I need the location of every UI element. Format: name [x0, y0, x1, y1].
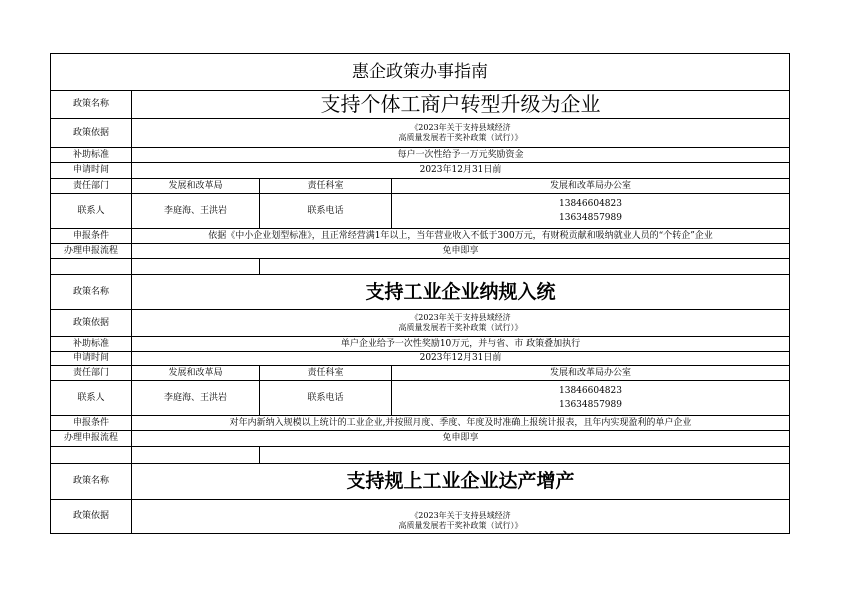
policy-name-label: 政策名称 [72, 99, 109, 109]
dept-value: 发展和改革局 [168, 367, 223, 378]
contact-label: 联系人 [77, 392, 105, 403]
office-label: 责任科室 [307, 367, 344, 378]
policy-basis-line: 《2023年关于支持县域经济 [410, 313, 511, 322]
policy-name: 支持个体工商户转型升级为企业 [320, 92, 601, 116]
phone-numbers [392, 194, 789, 228]
policy-basis [132, 500, 789, 533]
office-label: 责任科室 [307, 180, 344, 191]
policy-basis-line: 高质量发展若干奖补政策（试行）》 [398, 133, 523, 142]
condition-value: 对年内新纳入规模以上统计的工业企业,并按照月度、季度、年度及时准确上报统计报表，且年内实现盈利的单户企业 [229, 417, 692, 428]
policy-basis-line: 高质量发展若干奖补政策（试行）》 [398, 323, 523, 332]
office-value: 发展和改革局办公室 [549, 180, 631, 191]
subsidy-standard: 每户一次性给予一万元奖励资金 [397, 149, 524, 160]
condition-value: 依据《中小企业划型标准》，且正常经营满1年以上，当年营业收入不低于300万元，有财税贡献和吸纳就业人员的“个转企”企业 [208, 230, 713, 241]
process-value: 免申即享 [442, 245, 479, 256]
policy-basis-label: 政策依据 [72, 317, 109, 328]
dept-label: 责任部门 [72, 367, 109, 378]
phone-label: 联系电话 [307, 205, 344, 216]
process-label: 办理申报流程 [63, 433, 118, 443]
contact-persons: 李庭海、王洪岩 [163, 205, 227, 216]
apply-time: 2023年12月31日前 [419, 165, 502, 175]
phone-number: 13634857989 [559, 213, 622, 223]
phone-number: 13846604823 [559, 386, 622, 396]
policy-basis [132, 310, 789, 336]
policy-basis [132, 119, 789, 147]
policy-name-label: 政策名称 [72, 286, 109, 297]
phone-numbers [392, 381, 789, 415]
subsidy-standard-label: 补助标准 [72, 338, 109, 349]
subsidy-standard-label: 补助标准 [72, 149, 109, 160]
policy-name-label: 政策名称 [72, 476, 109, 486]
subsidy-standard: 单户企业给予一次性奖励10万元，并与省、市 政策叠加执行 [340, 338, 581, 349]
condition-label: 申报条件 [72, 417, 109, 428]
phone-number: 13846604823 [559, 199, 622, 209]
policy-basis-line: 高质量发展若干奖补政策（试行）》 [398, 520, 523, 530]
dept-label: 责任部门 [72, 180, 109, 191]
policy-basis-line: 《2023年关于支持县域经济 [410, 510, 511, 520]
policy-basis-line: 《2023年关于支持县域经济 [410, 123, 511, 132]
contact-label: 联系人 [77, 205, 105, 216]
phone-number: 13634857989 [559, 400, 622, 410]
phone-label: 联系电话 [307, 392, 344, 403]
apply-time: 2023年12月31日前 [419, 353, 502, 363]
office-value: 发展和改革局办公室 [549, 367, 631, 378]
guide-title: 惠企政策办事指南 [352, 61, 488, 82]
dept-value: 发展和改革局 [168, 180, 223, 191]
apply-time-label: 申请时间 [72, 165, 109, 175]
condition-label: 申报条件 [72, 230, 109, 241]
policy-basis-label: 政策依据 [72, 127, 109, 138]
policy-basis-label: 政策依据 [72, 511, 109, 521]
process-label: 办理申报流程 [63, 245, 118, 256]
policy-name: 支持工业企业纳规入统 [365, 280, 556, 303]
policy-name: 支持规上工业企业达产增产 [346, 470, 575, 492]
apply-time-label: 申请时间 [72, 353, 109, 363]
policy-guide-table [50, 53, 790, 534]
contact-persons: 李庭海、王洪岩 [163, 392, 227, 403]
process-value: 免申即享 [442, 433, 479, 443]
